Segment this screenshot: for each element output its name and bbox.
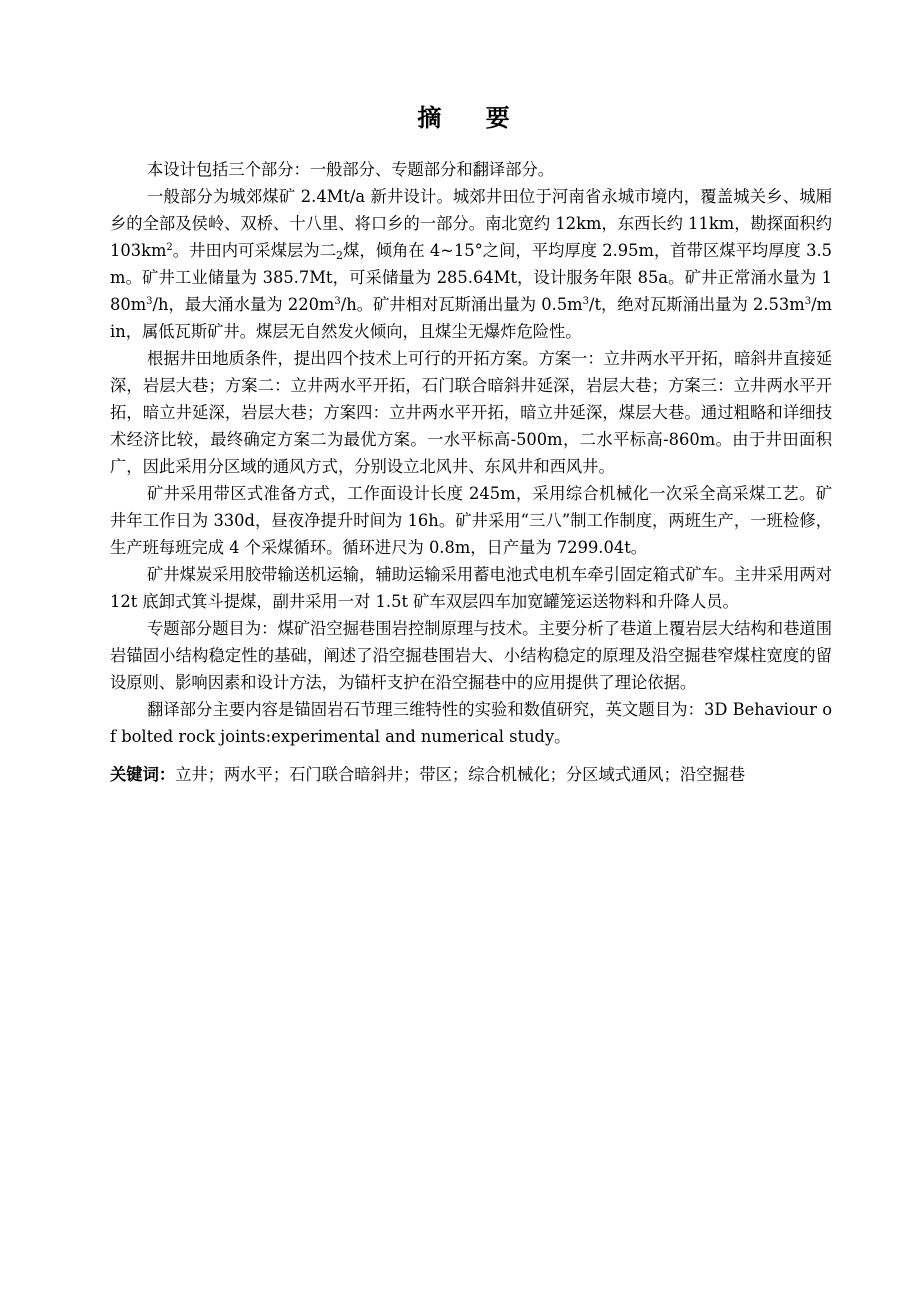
text-run: /t，绝对瓦斯涌出量为 2.53m [589, 295, 805, 314]
abstract-title: 摘 要 [417, 104, 528, 132]
paragraph-overview: 本设计包括三个部分：一般部分、专题部分和翻译部分。 [147, 160, 555, 179]
superscript: 3 [804, 296, 812, 307]
text-run: 一般部分为城郊煤矿 2.4Mt/a 新井设计。城郊井田位于河南省永城市境内，覆盖城关乡、城厢乡的全部及侯岭、双桥、十八里、将口乡的一部分。南北宽约 12km，东西长约 11km，勘探面积约 103km [110, 187, 832, 260]
text-run: /h。矿井相对瓦斯涌出量为 0.5m [340, 295, 583, 314]
text-run: 。井田内可采煤层为二 [172, 241, 337, 260]
superscript: 3 [146, 296, 153, 307]
paragraph-mining-method: 矿井采用带区式准备方式，工作面设计长度 245m，采用综合机械化一次采全高采煤工艺。矿井年工作日为 330d，昼夜净提升时间为 16h。矿井采用“三八”制工作制度，两班生产，一班检修，生产班每班完成 4 个采煤循环。循环进尺为 0.8m，日产量为 7299.04t。 [110, 484, 832, 557]
abstract-body [110, 156, 832, 788]
keywords-text: 立井；两水平；石门联合暗斜井；带区；综合机械化；分区域式通风；沿空掘巷 [175, 765, 745, 784]
paragraph-special-topic: 专题部分题目为：煤矿沿空掘巷围岩控制原理与技术。主要分析了巷道上覆岩层大结构和巷道围岩锚固小结构稳定性的基础，阐述了沿空掘巷围岩大、小结构稳定的原理及沿空掘巷窄煤柱宽度的留设原则、影响因素和设计方法，为锚杆支护在沿空掘巷中的应用提供了理论依据。 [110, 619, 832, 692]
superscript: 3 [582, 296, 589, 307]
paragraph-translation: 翻译部分主要内容是锚固岩石节理三维特性的实验和数值研究，英文题目为：3D Behaviour of bolted rock joints:experimental and numerical study。 [110, 700, 832, 746]
superscript: 2 [166, 242, 173, 253]
paragraph-development-plans: 根据井田地质条件，提出四个技术上可行的开拓方案。方案一：立井两水平开拓，暗斜井直接延深，岩层大巷；方案二：立井两水平开拓，石门联合暗斜井延深，岩层大巷；方案三：立井两水平开拓，暗立井延深，岩层大巷；方案四：立井两水平开拓，暗立井延深，煤层大巷。通过粗略和详细技术经济比较，最终确定方案二为最优方案。一水平标高-500m，二水平标高-860m。由于井田面积广，因此采用分区域的通风方式，分别设立北风井、东风井和西风井。 [110, 349, 832, 476]
keywords-label: 关键词： [110, 765, 176, 784]
text-run: /min，属低瓦斯矿井。煤层无自然发火倾向，且煤尘无爆炸危险性。 [110, 295, 832, 341]
superscript: 3 [334, 296, 341, 307]
paragraph-general-part [110, 183, 832, 345]
keywords-line [110, 761, 832, 788]
text-run: /h，最大涌水量为 220m [152, 295, 335, 314]
subscript: 2 [336, 249, 344, 262]
paragraph-transport: 矿井煤炭采用胶带输送机运输，辅助运输采用蓄电池式电机车牵引固定箱式矿车。主井采用两对 12t 底卸式箕斗提煤，副井采用一对 1.5t 矿车双层四车加宽罐笼运送物料和升降人员。 [110, 565, 832, 611]
text-run: 煤，倾角在 4~15°之间，平均厚度 2.95m，首带区煤平均厚度 3.5m。矿井工业储量为 385.7Mt，可采储量为 285.64Mt，设计服务年限 85a。矿井正常涌水量为 180m [110, 241, 832, 314]
